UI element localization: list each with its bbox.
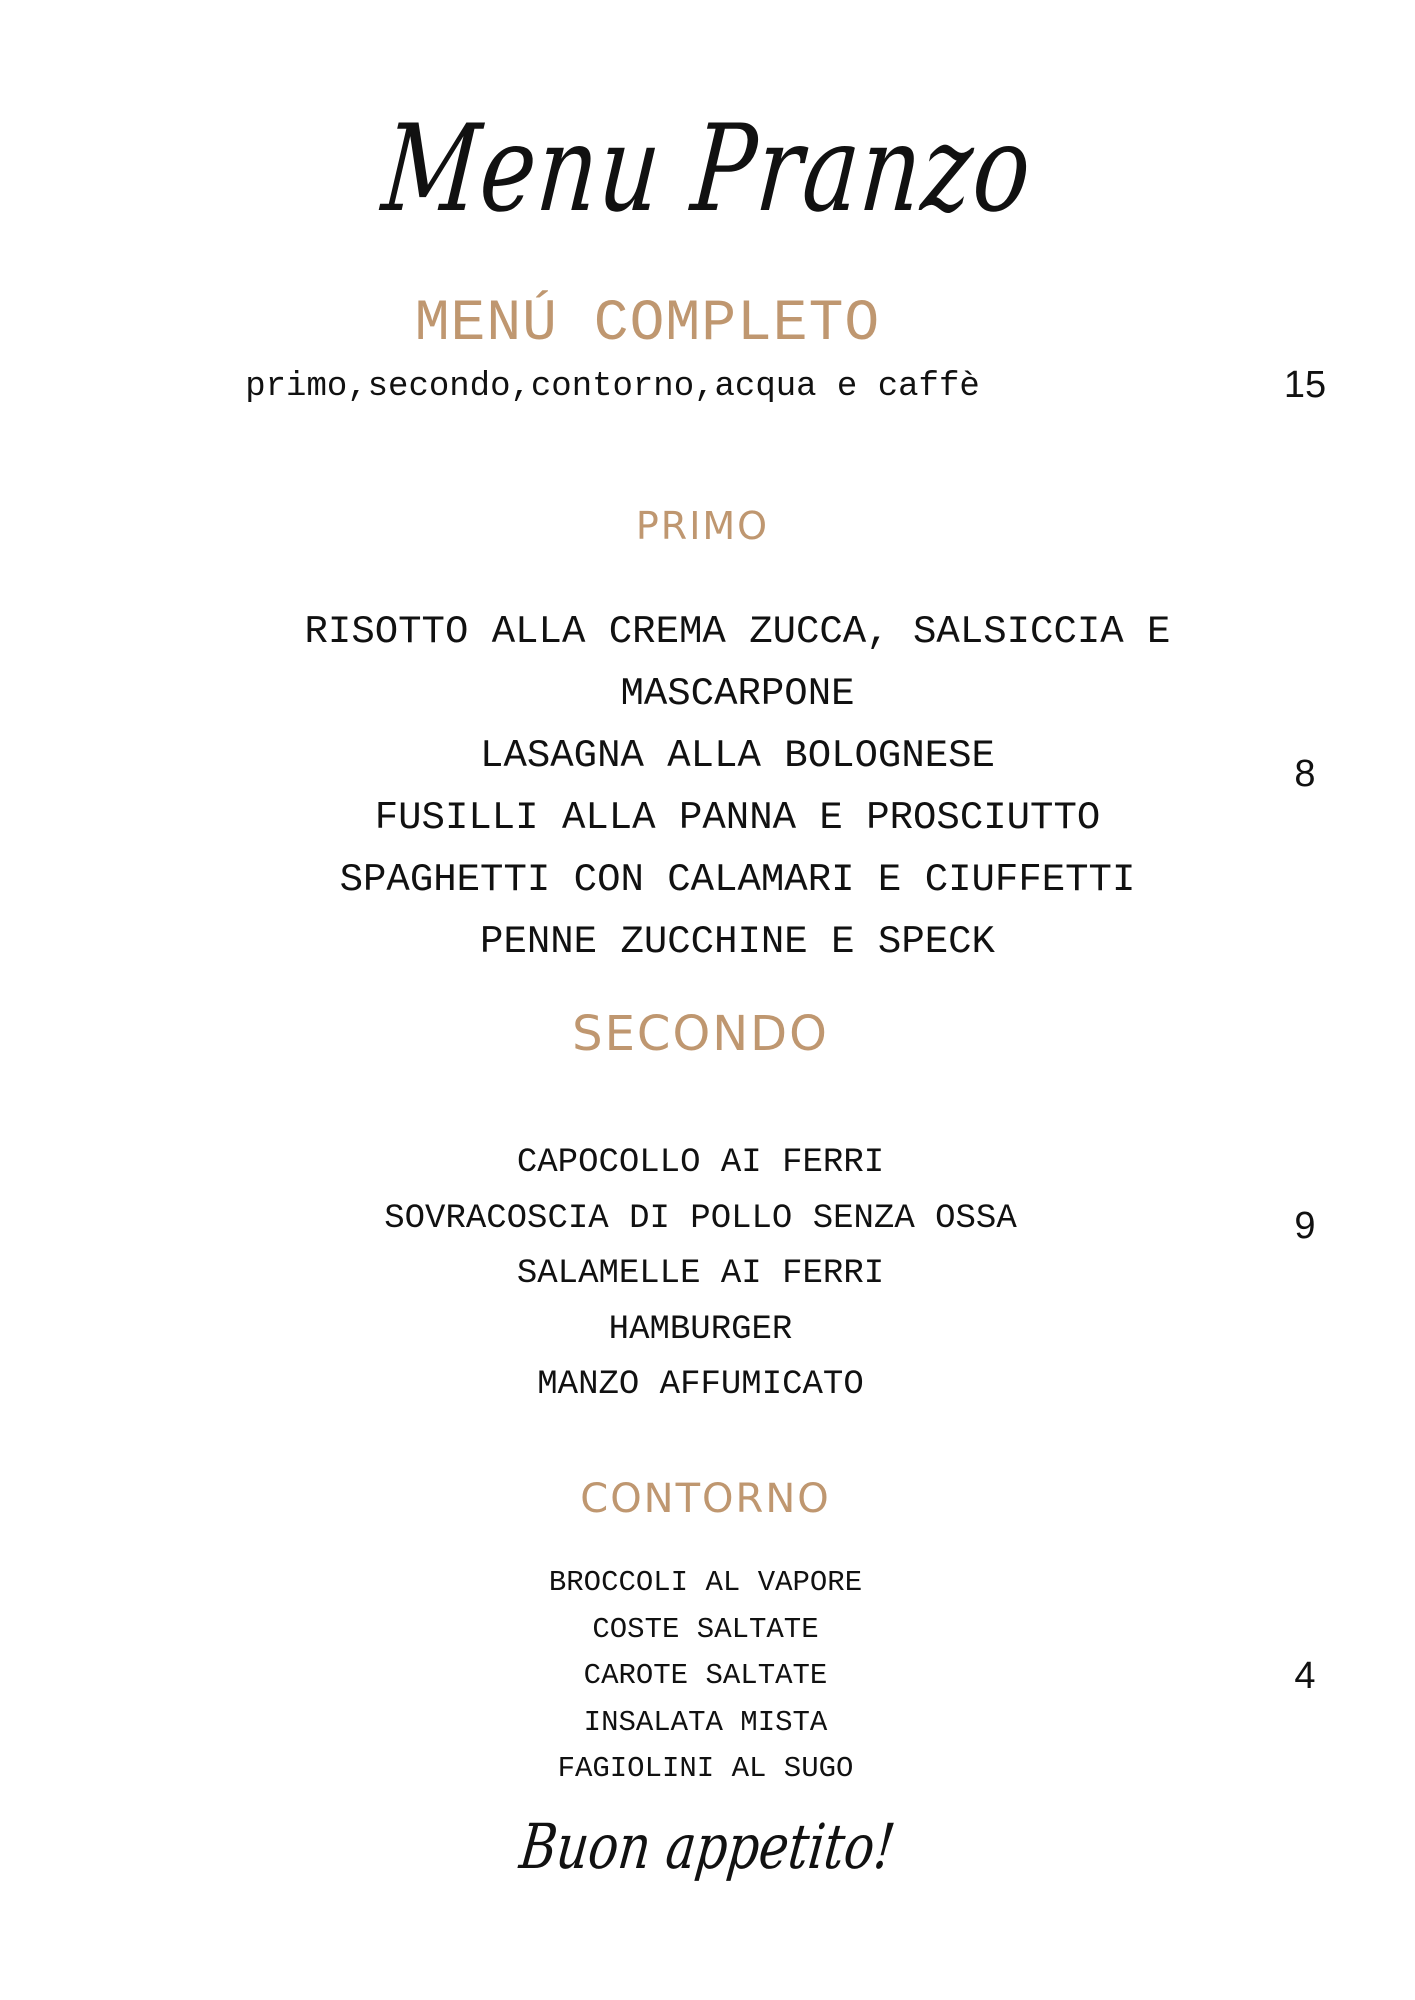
complete-menu-subtitle: primo,secondo,contorno,acqua e caffè: [245, 368, 980, 406]
complete-menu-price: 15: [1283, 364, 1327, 406]
list-item: BROCCOLI AL VAPORE: [548, 1566, 863, 1599]
primo-price: 8: [1294, 753, 1316, 795]
primo-items-list: [30, 601, 1415, 973]
section-title-primo: PRIMO: [635, 504, 770, 548]
list-item: MASCARPONE: [620, 672, 855, 716]
menu-title: Menu Pranzo: [377, 100, 1038, 239]
list-item: MANZO AFFUMICATO: [537, 1366, 864, 1404]
list-item: INSALATA MISTA: [583, 1705, 828, 1739]
list-item: FUSILLI ALLA PANNA E PROSCIUTTO: [374, 796, 1101, 840]
list-item: RISOTTO ALLA CREMA ZUCCA, SALSICCIA E: [304, 610, 1171, 654]
list-item: CAROTE SALTATE: [583, 1659, 828, 1692]
contorno-price: 4: [1294, 1655, 1316, 1697]
list-item: SALAMELLE AI FERRI: [516, 1255, 885, 1293]
list-item: PENNE ZUCCHINE E SPECK: [480, 920, 995, 964]
contorno-items-list: [0, 1560, 1413, 1793]
secondo-price: 9: [1294, 1205, 1316, 1247]
section-title-contorno: CONTORNO: [580, 1476, 831, 1522]
list-item: HAMBURGER: [608, 1310, 793, 1349]
complete-menu-title: MENÚ COMPLETO: [414, 292, 881, 357]
list-item: SPAGHETTI CON CALAMARI E CIUFFETTI: [339, 858, 1136, 902]
buon-appetito-text: Buon appetito!: [516, 1810, 899, 1883]
list-item: LASAGNA ALLA BOLOGNESE: [480, 734, 995, 778]
secondo-items-list: [0, 1136, 1408, 1414]
list-item: CAPOCOLLO AI FERRI: [516, 1144, 885, 1182]
list-item: FAGIOLINI AL SUGO: [557, 1752, 854, 1785]
list-item: COSTE SALTATE: [592, 1612, 819, 1646]
section-title-secondo: SECONDO: [572, 1006, 829, 1062]
list-item: SOVRACOSCIA DI POLLO SENZA OSSA: [384, 1199, 1017, 1238]
